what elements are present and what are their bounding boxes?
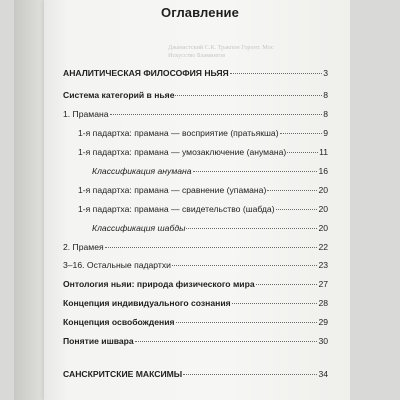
toc-entry-page: 9 — [323, 128, 328, 138]
toc-entry — [63, 279, 328, 289]
dot-leader — [287, 152, 318, 153]
toc-entry — [78, 128, 328, 138]
toc-entry-page: 23 — [318, 260, 328, 270]
toc-entry-title: 3–16. Остальные падартхи — [63, 260, 171, 270]
toc-entry-page: 29 — [318, 317, 328, 327]
dot-leader — [256, 284, 318, 285]
dot-leader — [230, 73, 322, 74]
dot-leader — [186, 228, 317, 229]
dot-leader — [175, 95, 322, 96]
toc-entry-title: САНСКРИТСКИЕ МАКСИМЫ — [63, 369, 183, 379]
toc-entry-title: Концепция освобождения — [63, 317, 175, 327]
book-gutter — [14, 0, 44, 400]
toc-entry — [63, 369, 328, 379]
bleed-line: Искусство Бламингов — [168, 52, 226, 59]
dot-leader — [176, 322, 318, 323]
toc-entry-title: АНАЛИТИЧЕСКАЯ ФИЛОСОФИЯ НЬЯЯ — [63, 68, 229, 78]
toc-entry-page: 11 — [319, 147, 328, 157]
toc-entry — [92, 223, 328, 233]
dot-leader — [110, 114, 323, 115]
toc-entry-title: Классификация анумана — [92, 166, 192, 176]
toc-entry — [63, 317, 328, 327]
toc-entry — [63, 242, 328, 252]
dot-leader — [105, 247, 318, 248]
toc-entry-title: 1-я падартха: прамана — восприятие (пратьякша) — [78, 128, 279, 138]
dot-leader — [172, 265, 318, 266]
bleed-through-text — [168, 44, 338, 68]
dot-leader — [135, 341, 318, 342]
dot-leader — [276, 209, 318, 210]
toc-entry — [63, 109, 328, 119]
dot-leader — [232, 303, 318, 304]
toc-entry — [63, 298, 328, 308]
toc-entry-title: 1-я падартха: прамана — сравнение (упамана) — [78, 185, 267, 195]
toc-entry-title: Система категорий в ньяе — [63, 90, 175, 100]
toc-entry-page: 20 — [318, 185, 328, 195]
toc-entry-page: 20 — [318, 204, 328, 214]
toc-entry — [63, 90, 328, 100]
toc-entry-page: 3 — [323, 68, 328, 78]
toc-entry — [63, 336, 328, 346]
toc-entry-title: 1. Прамана — [63, 109, 109, 119]
page-title: Оглавление — [161, 5, 239, 20]
toc-entry-title: Понятие ишвара — [63, 336, 134, 346]
toc-entry-page: 30 — [318, 336, 328, 346]
toc-entry — [78, 185, 328, 195]
toc-entry — [78, 147, 328, 157]
toc-entry-page: 28 — [318, 298, 328, 308]
toc-entry — [92, 166, 328, 176]
toc-entry-page: 8 — [323, 90, 328, 100]
dot-leader — [280, 133, 323, 134]
dot-leader — [267, 190, 317, 191]
bleed-line: Джанастский С.К. Тракпон Горонт. Мос — [168, 44, 274, 51]
toc-entry-title: Онтология ньяи: природа физического мира — [63, 279, 255, 289]
toc-entry — [63, 68, 328, 78]
toc-entry-title: 1-я падартха: прамана — умозаключение (анумана) — [78, 147, 287, 157]
toc-entry — [63, 260, 328, 270]
toc-entry-title: 2. Прамея — [63, 242, 104, 252]
toc-entry — [78, 204, 328, 214]
toc-entry-title: Классификация шабды — [92, 223, 186, 233]
toc-entry-page: 22 — [318, 242, 328, 252]
dot-leader — [183, 374, 317, 375]
toc-entry-page: 8 — [323, 109, 328, 119]
toc-entry-page: 34 — [318, 369, 328, 379]
toc-entry-page: 16 — [318, 166, 328, 176]
toc-entry-page: 27 — [318, 279, 328, 289]
toc-entry-title: Концепция индивидуального сознания — [63, 298, 231, 308]
dot-leader — [193, 171, 318, 172]
toc-entry-page: 20 — [318, 223, 328, 233]
toc-entry-title: 1-я падартха: прамана — свидетельство (шабда) — [78, 204, 275, 214]
